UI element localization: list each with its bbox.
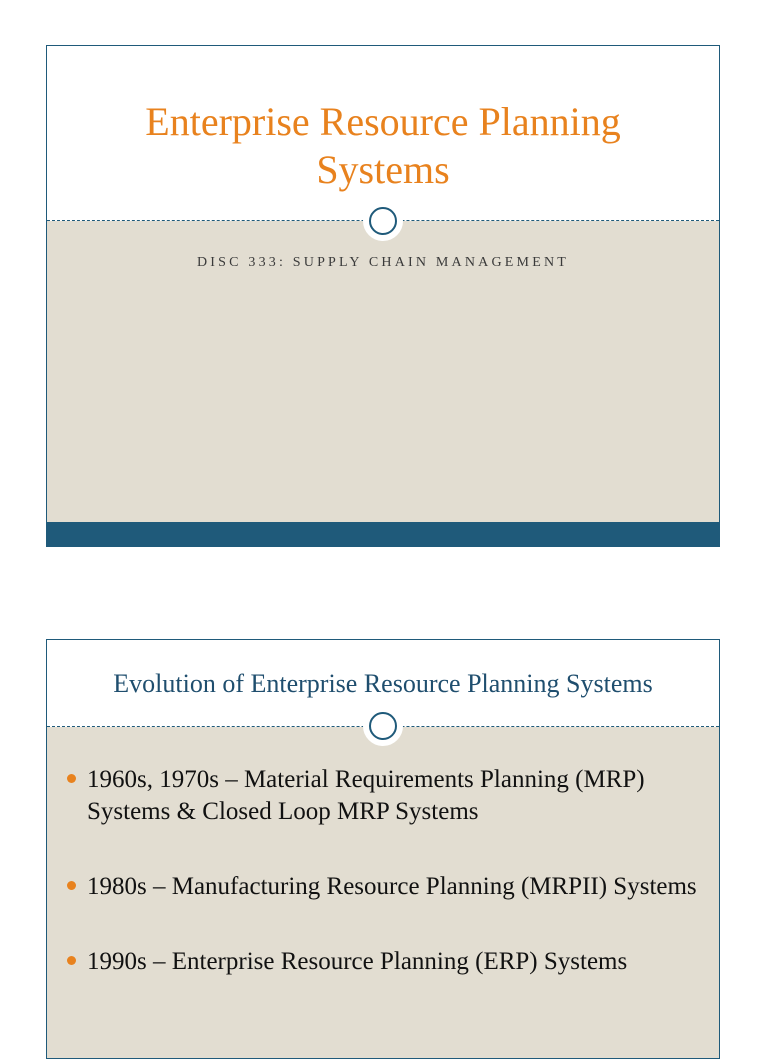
bullet-dot-icon <box>67 956 76 965</box>
title-slide <box>46 45 720 547</box>
slide-title: Evolution of Enterprise Resource Planning Systems <box>113 669 653 698</box>
footer-bar <box>47 522 719 546</box>
slide-title: Enterprise Resource Planning Systems <box>145 99 621 192</box>
bullet-text: 1980s – Manufacturing Resource Planning (MRPII) Systems <box>87 873 697 900</box>
circle-ornament-icon <box>363 201 403 241</box>
bullet-list <box>67 764 699 1021</box>
content-slide <box>46 639 720 1059</box>
bullet-dot-icon <box>67 774 76 783</box>
bullet-text: 1960s, 1970s – Material Requirements Planning (MRP) Systems & Closed Loop MRP Systems <box>87 766 645 825</box>
list-item <box>67 764 699 828</box>
list-item <box>67 946 699 978</box>
circle-ornament-icon <box>363 706 403 746</box>
slide-subtitle: DISC 333: SUPPLY CHAIN MANAGEMENT <box>196 255 570 270</box>
slide-header <box>47 46 719 221</box>
bullet-text: 1990s – Enterprise Resource Planning (ERP) Systems <box>87 948 628 975</box>
list-item <box>67 871 699 903</box>
bullet-dot-icon <box>67 881 76 890</box>
